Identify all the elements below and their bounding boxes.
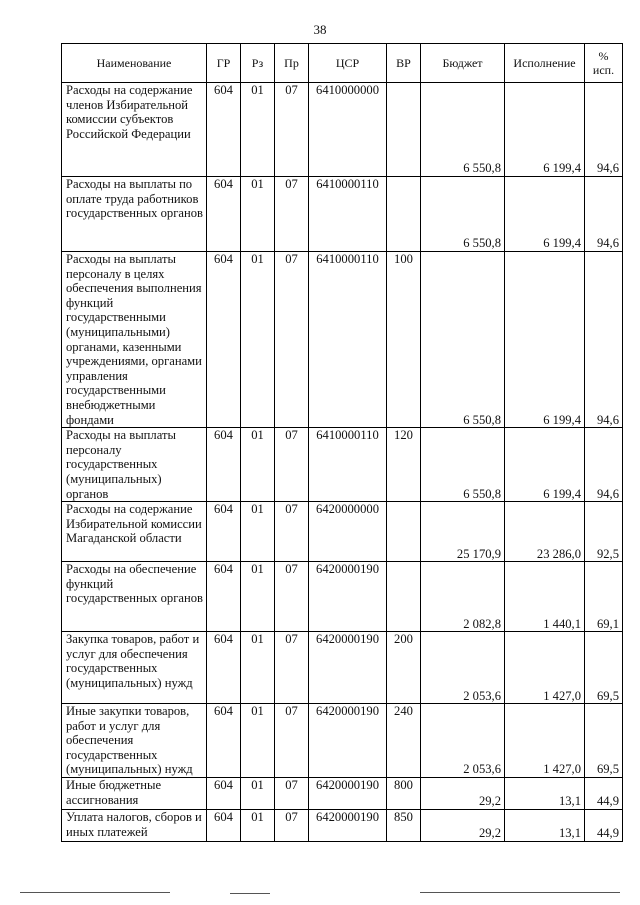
row-execution: 6 199,4 — [505, 428, 585, 502]
header-percent-label: исп. — [592, 63, 615, 77]
table-row — [62, 502, 623, 562]
row-budget: 6 550,8 — [421, 83, 505, 177]
row-percent: 44,9 — [585, 778, 623, 810]
row-rz: 01 — [241, 83, 275, 177]
header-vr: ВР — [387, 44, 421, 83]
row-gr: 604 — [207, 778, 241, 810]
row-execution: 6 199,4 — [505, 83, 585, 177]
row-percent: 44,9 — [585, 810, 623, 842]
row-percent: 92,5 — [585, 502, 623, 562]
table-row — [62, 562, 623, 632]
row-vr: 120 — [387, 428, 421, 502]
row-rz: 01 — [241, 562, 275, 632]
table-row — [62, 177, 623, 252]
page-number: 38 — [313, 22, 327, 37]
row-percent: 94,6 — [585, 252, 623, 428]
row-vr — [387, 83, 421, 177]
row-gr: 604 — [207, 810, 241, 842]
header-budget: Бюджет — [421, 44, 505, 83]
row-gr: 604 — [207, 704, 241, 778]
row-csr: 6410000110 — [309, 252, 387, 428]
budget-table — [61, 43, 623, 842]
row-rz: 01 — [241, 778, 275, 810]
row-percent: 94,6 — [585, 177, 623, 252]
row-pr: 07 — [275, 177, 309, 252]
row-gr: 604 — [207, 177, 241, 252]
row-pr: 07 — [275, 502, 309, 562]
row-budget: 29,2 — [421, 810, 505, 842]
header-rz: Рз — [241, 44, 275, 83]
row-csr: 6420000190 — [309, 778, 387, 810]
scan-artifact — [420, 892, 620, 893]
row-name: Расходы на выплаты персоналу государственных (муниципальных) органов — [62, 428, 207, 502]
row-budget: 2 082,8 — [421, 562, 505, 632]
row-vr — [387, 502, 421, 562]
row-name: Расходы на выплаты персоналу в целях обеспечения выполнения функций государственными (муниципальными) органами, казенными учреждениями, органами управления государственными внебюджетными фондами — [62, 252, 207, 428]
row-budget: 6 550,8 — [421, 177, 505, 252]
row-csr: 6420000000 — [309, 502, 387, 562]
row-budget: 29,2 — [421, 778, 505, 810]
scan-artifact — [20, 892, 170, 893]
row-gr: 604 — [207, 562, 241, 632]
row-rz: 01 — [241, 810, 275, 842]
row-execution: 6 199,4 — [505, 252, 585, 428]
table-body — [62, 83, 623, 842]
row-budget: 2 053,6 — [421, 632, 505, 704]
row-vr: 100 — [387, 252, 421, 428]
row-rz: 01 — [241, 428, 275, 502]
row-budget: 6 550,8 — [421, 252, 505, 428]
row-rz: 01 — [241, 632, 275, 704]
row-percent: 69,1 — [585, 562, 623, 632]
row-name: Иные бюджетные ассигнования — [62, 778, 207, 810]
row-pr: 07 — [275, 810, 309, 842]
table-row — [62, 252, 623, 428]
row-percent: 69,5 — [585, 704, 623, 778]
row-percent: 94,6 — [585, 83, 623, 177]
row-csr: 6410000110 — [309, 428, 387, 502]
row-name: Уплата налогов, сборов и иных платежей — [62, 810, 207, 842]
row-pr: 07 — [275, 632, 309, 704]
table-row — [62, 778, 623, 810]
row-execution: 1 427,0 — [505, 704, 585, 778]
row-gr: 604 — [207, 252, 241, 428]
row-budget: 2 053,6 — [421, 704, 505, 778]
row-vr — [387, 562, 421, 632]
row-csr: 6420000190 — [309, 632, 387, 704]
row-rz: 01 — [241, 502, 275, 562]
header-gr: ГР — [207, 44, 241, 83]
row-percent: 69,5 — [585, 632, 623, 704]
header-csr: ЦСР — [309, 44, 387, 83]
row-csr: 6420000190 — [309, 810, 387, 842]
header-pr: Пр — [275, 44, 309, 83]
row-name: Закупка товаров, работ и услуг для обеспечения государственных (муниципальных) нужд — [62, 632, 207, 704]
table-header-row — [62, 44, 623, 83]
row-name: Расходы на содержание Избирательной комиссии Магаданской области — [62, 502, 207, 562]
table-row — [62, 704, 623, 778]
row-pr: 07 — [275, 704, 309, 778]
table-row — [62, 83, 623, 177]
row-name: Иные закупки товаров, работ и услуг для обеспечения государственных (муниципальных) нужд — [62, 704, 207, 778]
row-csr: 6410000110 — [309, 177, 387, 252]
scan-artifact — [230, 893, 270, 894]
row-execution: 13,1 — [505, 810, 585, 842]
row-execution: 23 286,0 — [505, 502, 585, 562]
row-vr: 240 — [387, 704, 421, 778]
row-pr: 07 — [275, 562, 309, 632]
row-execution: 6 199,4 — [505, 177, 585, 252]
row-vr: 200 — [387, 632, 421, 704]
row-rz: 01 — [241, 177, 275, 252]
row-percent: 94,6 — [585, 428, 623, 502]
header-name: Наименование — [62, 44, 207, 83]
row-gr: 604 — [207, 502, 241, 562]
row-pr: 07 — [275, 428, 309, 502]
table-row — [62, 428, 623, 502]
row-vr: 850 — [387, 810, 421, 842]
row-budget: 25 170,9 — [421, 502, 505, 562]
row-gr: 604 — [207, 83, 241, 177]
row-vr — [387, 177, 421, 252]
header-percent — [585, 44, 623, 83]
row-rz: 01 — [241, 704, 275, 778]
row-rz: 01 — [241, 252, 275, 428]
row-execution: 1 440,1 — [505, 562, 585, 632]
row-name: Расходы на содержание членов Избирательной комиссии субъектов Российской Федерации — [62, 83, 207, 177]
header-percent-symbol: % — [598, 49, 609, 63]
row-name: Расходы на обеспечение функций государственных органов — [62, 562, 207, 632]
row-pr: 07 — [275, 83, 309, 177]
row-name: Расходы на выплаты по оплате труда работников государственных органов — [62, 177, 207, 252]
table-row — [62, 810, 623, 842]
row-gr: 604 — [207, 428, 241, 502]
row-gr: 604 — [207, 632, 241, 704]
row-execution: 13,1 — [505, 778, 585, 810]
table-row — [62, 632, 623, 704]
header-execution: Исполнение — [505, 44, 585, 83]
row-csr: 6420000190 — [309, 704, 387, 778]
row-pr: 07 — [275, 778, 309, 810]
row-budget: 6 550,8 — [421, 428, 505, 502]
row-csr: 6410000000 — [309, 83, 387, 177]
row-execution: 1 427,0 — [505, 632, 585, 704]
row-pr: 07 — [275, 252, 309, 428]
row-csr: 6420000190 — [309, 562, 387, 632]
row-vr: 800 — [387, 778, 421, 810]
